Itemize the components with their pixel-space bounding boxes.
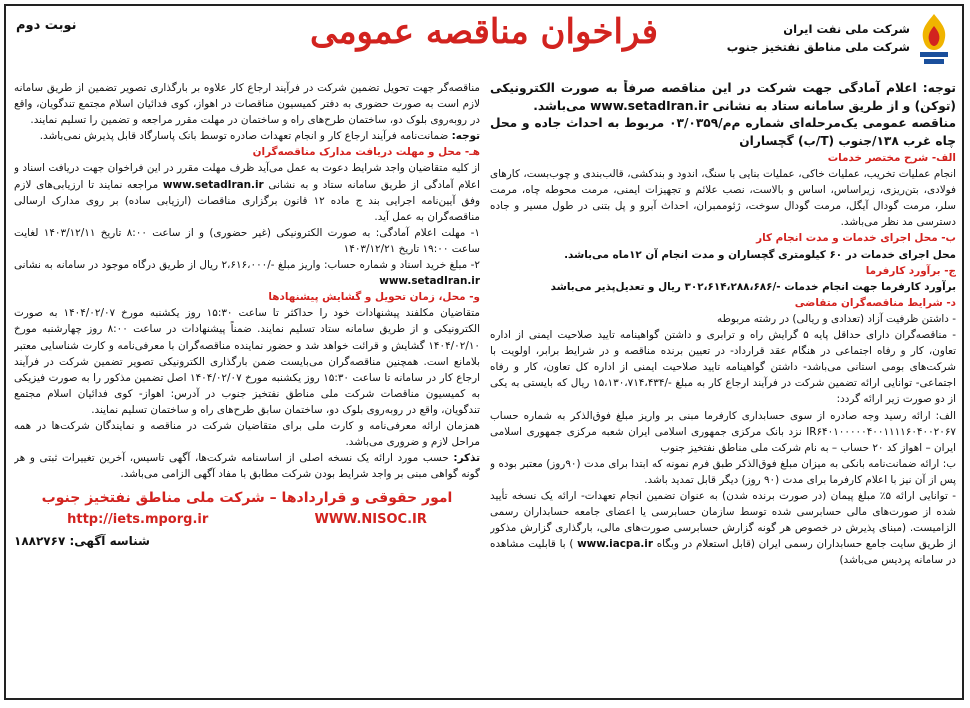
fee-item	[14, 257, 480, 289]
section-d-item: - داشتن ظرفیت آزاد (تعدادی و ریالی) در رشته مربوطه	[717, 312, 956, 325]
section-d-item: - مناقصه‌گران دارای حداقل پایه ۵ گرایش راه و ترابری و داشتن گواهینامه تایید صلاحیت ایمنی از اداره تعاون، کار و رفاه اجتماعی در هنگام عقد قرارداد- در تعیین برنده مناقصه و در شرایط برابر، اولویت با شرکت‌های بومی استانی می‌باشد- داشتن گواهینامه تایید صلاحیت ایمنی از اداره کل تعاون، کار و رفاه اجتماعی- توانایی ارائه تضمین شرکت در فرآیند ارجاع کار به مبلغ -/۱۵،۱۳۰،۷۱۴،۴۳۴ ریال که بایستی به یکی از دو صورت زیر ارائه گردد:	[490, 329, 956, 406]
tender-site-link[interactable]: http://iets.mporg.ir	[67, 512, 209, 528]
ad-id: شناسه آگهی: ۱۸۸۲۷۶۷	[14, 533, 150, 548]
tender-notice	[4, 4, 964, 700]
section-d-item-text: - توانایی ارائه ۵٪ مبلغ پیمان (در صورت برنده شدن) به عنوان تضمین انجام تعهدات- ارائه یک نسخه تأیید شده از صورت‌های مالی حسابرسی شده توسط سازمان حسابرسی یا اعضای جامعه حسابداران رسمی الزامیست. (مبنای پذیرش در خصوص هر گونه گزارش حسابرسی صورت‌های مالی، بارگذاری گزارش مذکور از طریق سایت جامع حسابداران رسمی ایران (قابل استعلام در وبگاه	[490, 489, 956, 551]
section-d-item	[490, 488, 956, 568]
section-v-body: متقاضیان مکلفند پیشنهادات خود را حداکثر تا ساعت ۱۵:۳۰ روز یکشنبه مورخ ۱۴۰۴/۰۲/۰۷ به صورت الکترونیکی و از طریق سامانه ستاد تسلیم نمایند. ضمناً پیشنهادات در ساعت ۸:۰۰ روز چهارشنبه مورخ ۱۴۰۴/۰۲/۱۰ گشایش و قرائت خواهد شد و حضور نماینده مناقصه‌گران با معرفی‌نامه و کارت شناسایی معتبر بلامانع است. همچنین مناقصه‌گران می‌بایست ضمن بارگذاری الکترونیکی تصویر تضمین شرکت در فرآیند ارجاع کار در سامانه تا ساعت ۱۵:۳۰ روز یکشنبه مورخ ۱۴۰۴/۰۲/۰۷ اصل تضمین مذکور را به صورت فیزیکی به کمیسیون مناقصات شرکت ملی مناطق نفتخیز جنوب در آدرس: اهواز- کوی فدائیان اسلام مجتمع تندگویان، واقع در روبه‌روی بلوک دو، ساختمان سابق طرح‌های راه و ساختمان تسلیم نمایند.	[14, 307, 480, 416]
section-h-text-end: مراجعه نمایند تا ارزیابی‌های لازم وفق آیین‌نامه اجرایی بند ج ماده ۱۲ قانون برگزاری مناقصات (ارزیابی ساده) بر روی مدارک ارسالی مناقصه‌گران به عمل آید.	[14, 178, 480, 223]
electronic-note	[490, 80, 956, 115]
setad-link[interactable]: www.setadIran.ir	[379, 275, 480, 288]
page-title: فراخوان مناقصه عمومی	[310, 12, 658, 52]
section-d-item: الف: ارائه رسید وجه صادره از سوی حسابداری کارفرما مبنی بر واریز مبلغ فوق‌الذکر به شماره حساب IR۶۴۰۱۰۰۰۰۰۴۰۰۱۱۱۱۶۰۴۰۰۲۰۶۷ نزد بانک مرکزی جمهوری اسلامی ایران شعبه مرکزی جمهوری اسلامی ایران – اهواز کد ۲۰ حساب – به نام شرکت ملی مناطق نفتخیز جنوب	[490, 409, 956, 454]
guarantee-delivery: مناقصه‌گر جهت تحویل تضمین شرکت در فرآیند ارجاع کار علاوه بر بارگذاری تصویر تضمین از طریق سامانه لازم است به صورت حضوری به دفتر کمیسیون مناقصات در اهواز، کوی فدائیان اسلام مجتمع تندگویان، واقع در روبه‌روی بلوک دو، ساختمان طرح‌های راه و ساختمان در مهلت مقرر مراجعه و تضمین را تسلیم نمایند.	[14, 82, 480, 127]
section-a-title: الف- شرح مختصر خدمات	[827, 152, 956, 164]
tazakor-note	[14, 450, 480, 482]
section-c-body: برآورد کارفرما جهت انجام خدمات -/۳۰۲،۶۱۴،۲۸۸،۶۸۶ ریال و تعدیل‌پذیر می‌باشد	[550, 280, 956, 293]
fee-text: ۲- مبلغ خرید اسناد و شماره حساب: واریز مبلغ -/۲،۶۱۶،۰۰۰ ریال از طریق درگاه موجود در سامانه به نشانی	[14, 259, 480, 272]
section-c-title: ج- برآورد کارفرما	[865, 264, 956, 277]
section-a-body: انجام عملیات تخریب، عملیات خاکی، عملیات بنایی با سنگ، اندود و بندکشی، قالب‌بندی و چوب‌بست، کارهای فولادی، بتن‌ریزی، زیراساس، اساس و بالاست، نصب علائم و تجهیزات ایمنی، مرمت محوطه چاه، مرمت سلر، مرمت گودال آیگل، مرمت گودال سوخت، ژئوممبران، احداث آبرو و پل بتنی در طول مسیر و جاده دسترسی مد نظر می‌باشد.	[490, 168, 956, 229]
left-column	[14, 80, 480, 692]
tender-number: مناقصه عمومی یک‌مرحله‌ای شماره م‌م/۰۳/۰۳۵۹ مربوط به احداث جاده و محل چاه غرب ۱۳۸/جنوب (T/ب) گچساران	[490, 116, 956, 148]
section-h-title: هـ- محل و مهلت دریافت مدارک مناقصه‌گران	[252, 146, 480, 159]
setad-link[interactable]: www.setadIran.ir	[590, 98, 709, 113]
pasargad-note	[14, 128, 480, 144]
section-h-body	[14, 160, 480, 224]
section-d-item: ب: ارائه ضمانت‌نامه بانکی به میزان مبلغ فوق‌الذکر طبق فرم نمونه که ابتدا برای مدت (۹۰روز) معتبر بوده و پس از آن نیز با اعلام کارفرما برای مدت (۹۰ روز) دیگر قابل تمدید باشد.	[490, 457, 956, 486]
tazakor-label: تذکر:	[453, 452, 480, 465]
company-line2: شرکت ملی مناطق نفتخیز جنوب	[726, 40, 910, 54]
setad-link[interactable]: www.setadIran.ir	[162, 178, 264, 191]
footer-urls	[14, 512, 480, 528]
section-b-body: محل اجرای خدمات در ۶۰ کیلومتری گچساران و مدت انجام آن ۱۲ماه می‌باشد.	[564, 248, 956, 261]
section-v-title: و- محل، زمان تحویل و گشایش پیشنهادها	[268, 291, 480, 304]
electronic-note-end: می‌باشد.	[533, 98, 586, 113]
section-v-body2: همزمان ارائه معرفی‌نامه و کارت ملی برای متقاضیان شرکت در مناقصه و نمایندگان شرکت‌ها در همه مراحل لازم و ضروری می‌باشد.	[14, 419, 480, 449]
note-label: توجه:	[451, 130, 480, 143]
company-line1: شرکت ملی نفت ایران	[783, 22, 910, 36]
section-b-title: ب- محل اجرای خدمات و مدت انجام کار	[756, 232, 956, 245]
iacpa-link[interactable]: www.iacpa.ir	[577, 538, 653, 551]
deadline-item: ۱- مهلت اعلام آمادگی: به صورت الکترونیکی (غیر حضوری) و از ساعت ۸:۰۰ تاریخ ۱۴۰۳/۱۲/۱۱ لغایت ساعت ۱۹:۰۰ تاریخ ۱۴۰۳/۱۲/۲۱	[14, 226, 480, 255]
section-d-item-end: ) با قابلیت مشاهده در سامانه پردیس می‌باشد)	[490, 538, 956, 567]
tazakor-body: حسب مورد ارائه یک نسخه اصلی از اساسنامه شرکت‌ها، آگهی تاسیس، آخرین تغییرات ثبتی و هر گونه گواهی مبنی بر واجد شرایط بودن شرکت مطابق با مفاد آگهی الزامی می‌باشد.	[14, 452, 480, 481]
section-h-text: از کلیه متقاضیان واجد شرایط دعوت به عمل می‌آید ظرف مهلت مقرر در این فراخوان جهت دریافت اسناد و اعلام آمادگی از طریق سامانه ستاد و به نشانی	[14, 162, 480, 191]
right-column	[490, 80, 956, 692]
section-d-title: د- شرایط مناقصه‌گران متقاضی	[794, 296, 956, 309]
legal-affairs-signature: امور حقوقی و قراردادها – شرکت ملی مناطق نفتخیز جنوب	[41, 490, 453, 507]
nisoc-site-link[interactable]: WWW.NISOC.IR	[314, 512, 427, 528]
header	[6, 6, 962, 78]
note-body: ضمانت‌نامه فرآیند ارجاع کار و انجام تعهدات صادره توسط بانک پاسارگاد قابل پذیرش نمی‌باشد.	[39, 130, 449, 143]
electronic-note-text: توجه: اعلام آمادگی جهت شرکت در این مناقصه صرفاً به صورت الکترونیکی (توکن) و از طریق سامانه ستاد به نشانی	[490, 81, 956, 113]
round-label: نوبت دوم	[16, 18, 77, 33]
